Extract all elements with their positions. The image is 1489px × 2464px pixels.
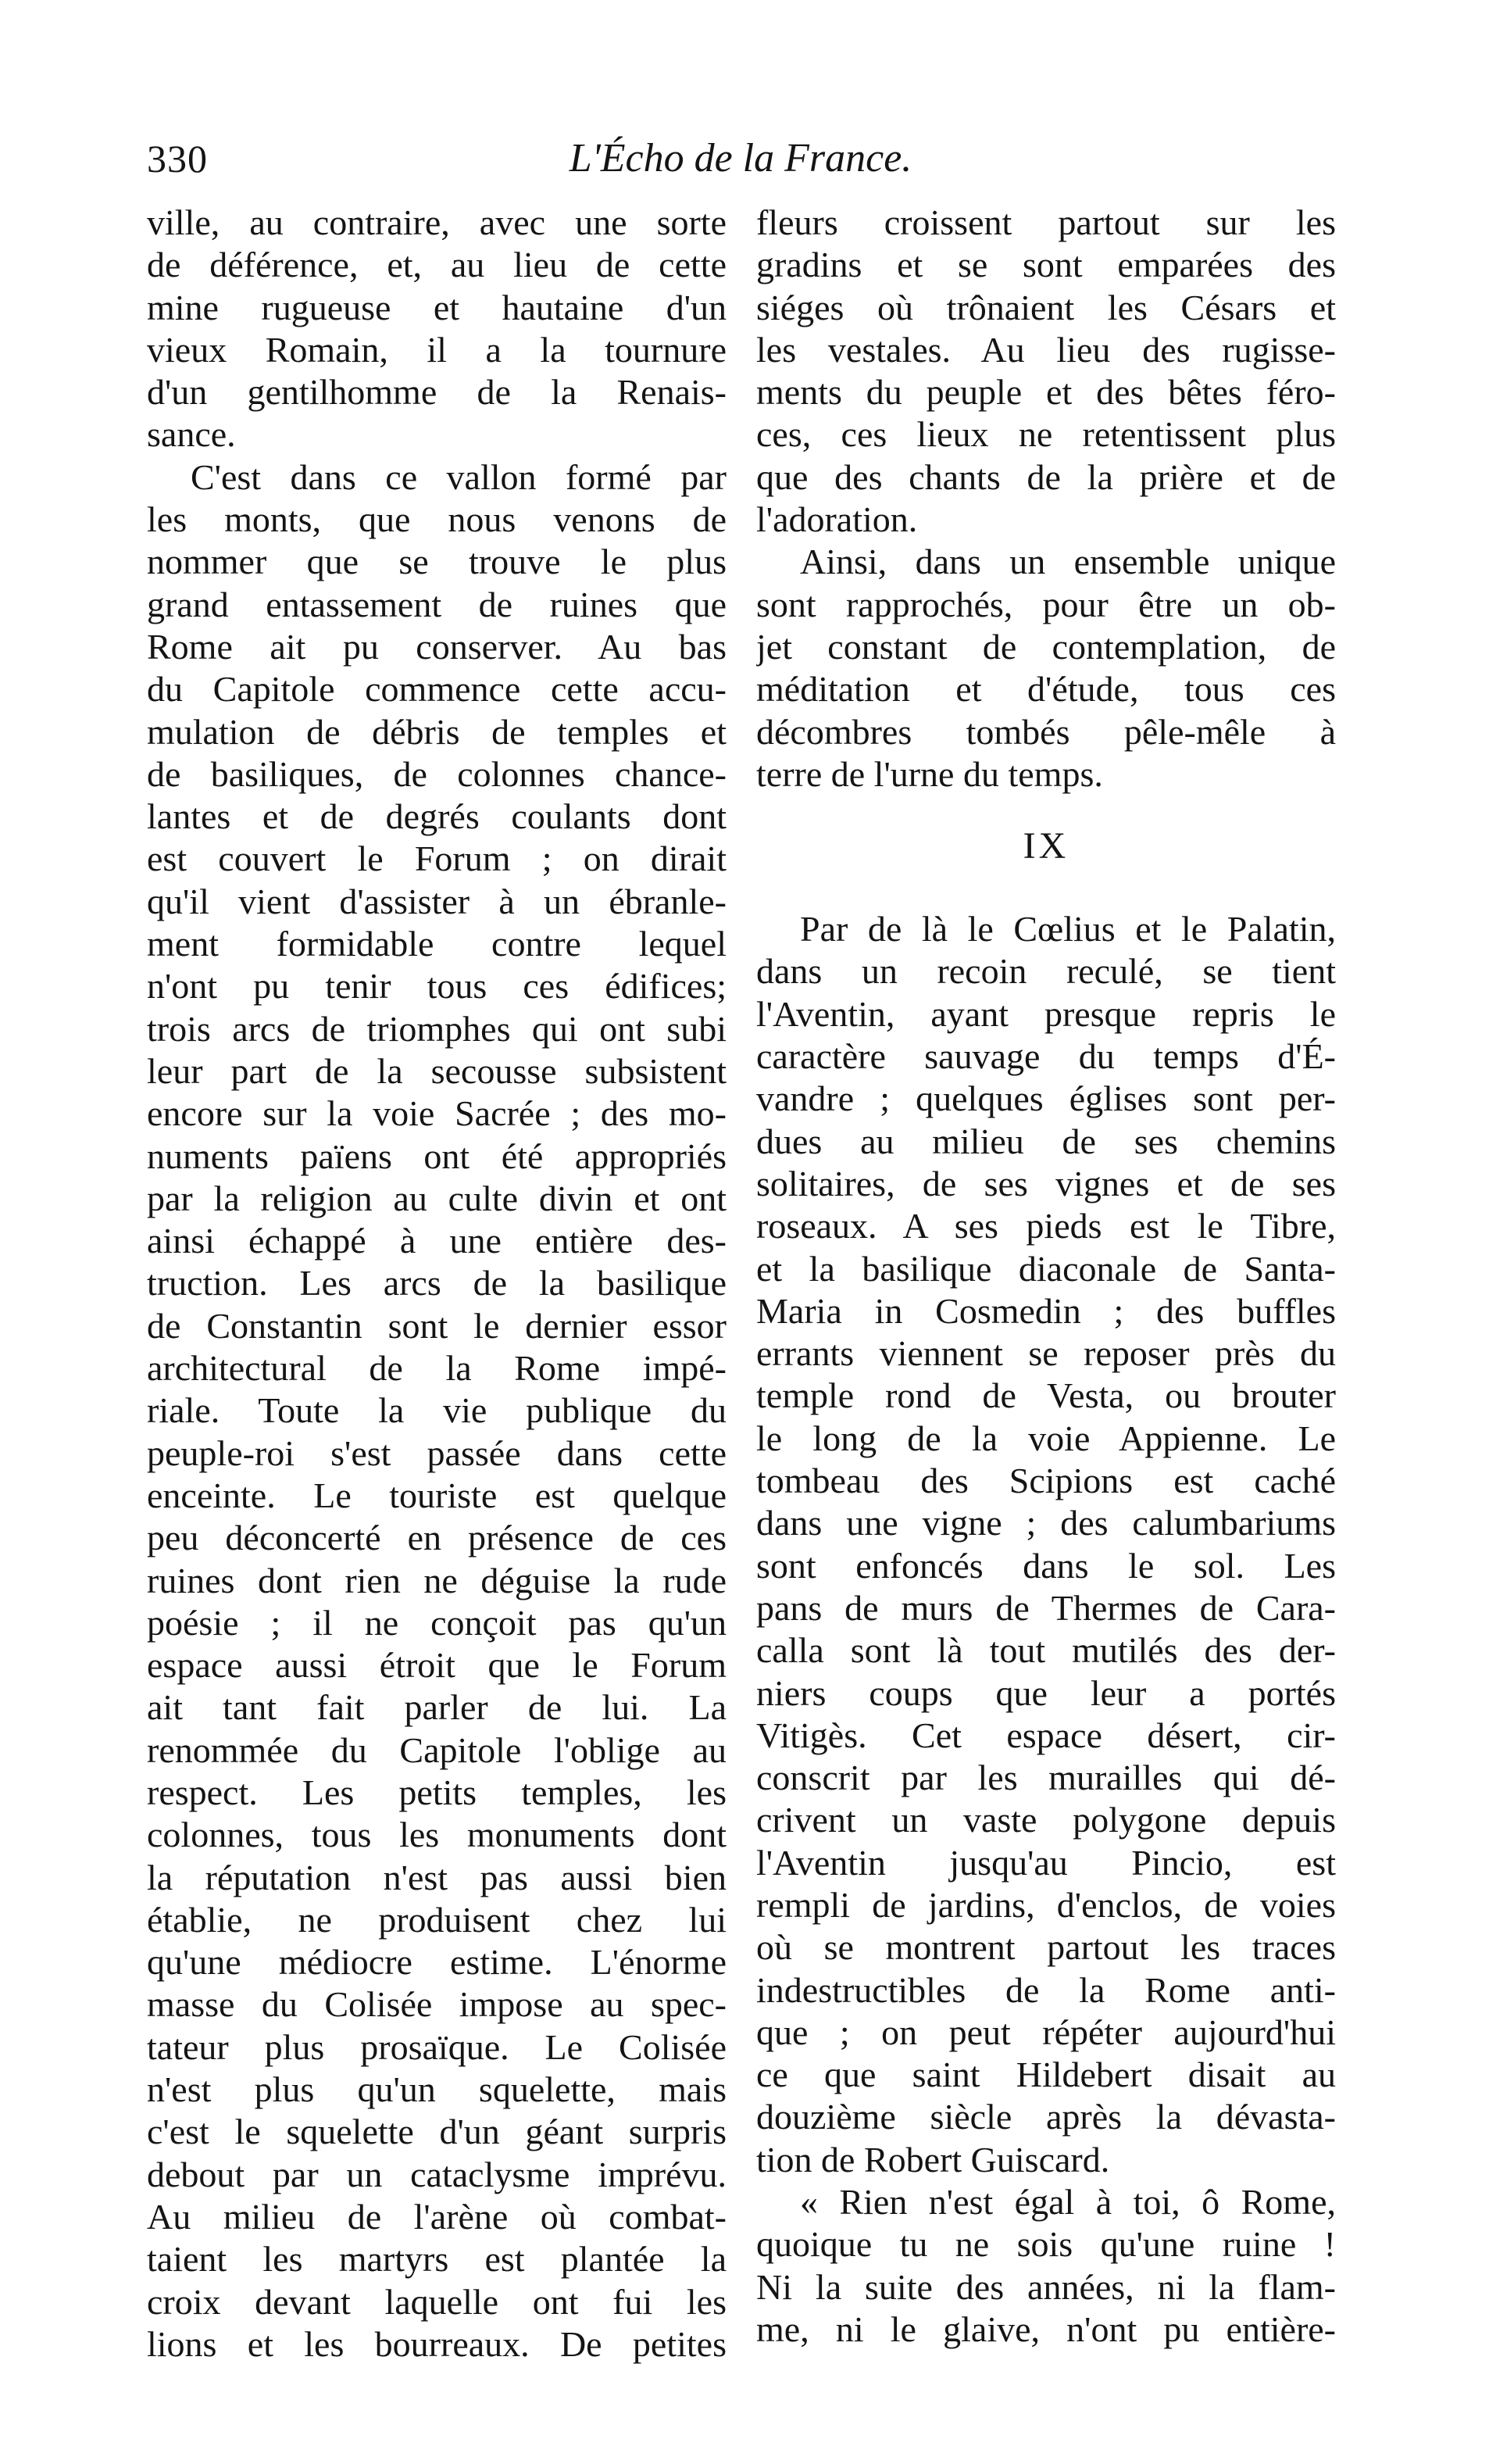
text-line: Ainsi, dans un ensemble unique (800, 542, 1336, 582)
text-line: lantes et de degrés coulants dont (147, 796, 727, 837)
text-line: décombres tombés pêle-mêle à (756, 711, 1336, 752)
text-line: truction. Les arcs de la basilique (147, 1263, 727, 1304)
text-line: ment formidable contre lequel (147, 924, 727, 964)
text-line: me, ni le glaive, n'ont pu entière- (756, 2308, 1336, 2349)
text-line: que ; on peut répéter aujourd'hui (756, 2012, 1336, 2052)
text-line: solitaires, de ses vignes et de ses (756, 1163, 1336, 1203)
text-line: Vitigès. Cet espace désert, cir- (756, 1715, 1336, 1755)
text-line: n'ont pu tenir tous ces édifices; (147, 966, 727, 1007)
text-line: tateur plus prosaïque. Le Colisée (147, 2026, 727, 2067)
text-line: mulation de débris de temples et (147, 711, 727, 752)
text-line: sance. (147, 414, 236, 455)
right-column-paragraphs-after-heading (756, 908, 1336, 2351)
text-line: de déférence, et, au lieu de cette (147, 245, 727, 285)
text-line: le long de la voie Appienne. Le (756, 1418, 1336, 1458)
text-line: espace aussi étroit que le Forum (147, 1645, 727, 1686)
text-line: errants viennent se reposer près du (756, 1333, 1336, 1374)
journal-title: L'Écho de la France. (569, 136, 912, 181)
text-line: méditation et d'étude, tous ces (756, 669, 1336, 710)
text-line: calla sont là tout mutilés des der- (756, 1630, 1336, 1671)
text-line: trois arcs de triomphes qui ont subi (147, 1008, 727, 1049)
text-line: ainsi échappé à une entière des- (147, 1221, 727, 1261)
text-line: croix devant laquelle ont fui les (147, 2281, 727, 2322)
text-line: peuple-roi s'est passée dans cette (147, 1432, 727, 1473)
text-line: Au milieu de l'arène où combat- (147, 2196, 727, 2237)
text-line: ruines dont rien ne déguise la rude (147, 1560, 727, 1600)
text-line: poésie ; il ne conçoit pas qu'un (147, 1602, 727, 1643)
text-line: grand entassement de ruines que (147, 584, 727, 624)
text-line: de Constantin sont le dernier essor (147, 1305, 727, 1346)
right-column-paragraphs-before-heading (756, 202, 1336, 796)
text-line: et la basilique diaconale de Santa- (756, 1248, 1336, 1289)
running-head (147, 131, 1334, 186)
text-line: établie, ne produisent chez lui (147, 1899, 727, 1940)
text-line: n'est plus qu'un squelette, mais (147, 2069, 727, 2110)
text-line: siéges où trônaient les Césars et (756, 287, 1336, 327)
text-line: riale. Toute la vie publique du (147, 1390, 727, 1431)
text-line: mine rugueuse et hautaine d'un (147, 287, 727, 327)
text-line: colonnes, tous les monuments dont (147, 1815, 727, 1855)
text-line: gradins et se sont emparées des (756, 245, 1336, 285)
text-line: ce que saint Hildebert disait au (756, 2055, 1336, 2095)
text-line: la réputation n'est pas aussi bien (147, 1857, 727, 1897)
text-line: niers coups que leur a portés (756, 1672, 1336, 1713)
text-line: encore sur la voie Sacrée ; des mo- (147, 1093, 727, 1134)
text-line: dues au milieu de ses chemins (756, 1121, 1336, 1161)
text-line: conscrit par les murailles qui dé- (756, 1758, 1336, 1798)
text-line: jet constant de contemplation, de (756, 626, 1336, 667)
text-line: vandre ; quelques églises sont per- (756, 1078, 1336, 1119)
text-line: où se montrent partout les traces (756, 1927, 1336, 1968)
text-line: ces, ces lieux ne retentissent plus (756, 414, 1336, 455)
page-number: 330 (147, 137, 208, 181)
left-text-column (147, 202, 727, 2366)
text-line: dans un recoin reculé, se tient (756, 951, 1336, 992)
text-line: vieux Romain, il a la tournure (147, 329, 727, 370)
text-line: caractère sauvage du temps d'É- (756, 1036, 1336, 1077)
text-line: Maria in Cosmedin ; des buffles (756, 1290, 1336, 1331)
text-line: pans de murs de Thermes de Cara- (756, 1587, 1336, 1628)
text-line: numents païens ont été appropriés (147, 1135, 727, 1176)
text-line: qu'une médiocre estime. L'énorme (147, 1942, 727, 1983)
text-line: respect. Les petits temples, les (147, 1772, 727, 1812)
section-heading: IX (1023, 825, 1069, 867)
text-line: d'un gentilhomme de la Renais- (147, 372, 727, 413)
text-line: temple rond de Vesta, ou brouter (756, 1375, 1336, 1416)
text-line: leur part de la secousse subsistent (147, 1050, 727, 1091)
text-line: roseaux. A ses pieds est le Tibre, (756, 1206, 1336, 1246)
text-line: terre de l'urne du temps. (756, 753, 1103, 794)
text-line: indestructibles de la Rome anti- (756, 1969, 1336, 2010)
text-line: c'est le squelette d'un géant surpris (147, 2112, 727, 2152)
text-line: crivent un vaste polygone depuis (756, 1800, 1336, 1840)
text-line: l'adoration. (756, 499, 918, 540)
text-line: de basiliques, de colonnes chance- (147, 753, 727, 794)
text-line: qu'il vient d'assister à un ébranle- (147, 881, 727, 921)
text-line: enceinte. Le touriste est quelque (147, 1475, 727, 1515)
text-line: les monts, que nous venons de (147, 499, 727, 540)
text-line: renommée du Capitole l'oblige au (147, 1729, 727, 1770)
text-line: douzième siècle après la dévasta- (756, 2097, 1336, 2137)
text-line: les vestales. Au lieu des rugisse- (756, 329, 1336, 370)
text-line: Ni la suite des années, ni la flam- (756, 2266, 1336, 2307)
text-line: masse du Colisée impose au spec- (147, 1984, 727, 2025)
text-line: que des chants de la prière et de (756, 456, 1336, 497)
text-line: debout par un cataclysme imprévu. (147, 2154, 727, 2194)
text-line: sont rapprochés, pour être un ob- (756, 584, 1336, 624)
right-text-column (756, 202, 1336, 2351)
text-line: l'Aventin, ayant presque repris le (756, 993, 1336, 1034)
text-line: par la religion au culte divin et ont (147, 1178, 727, 1218)
text-line: fleurs croissent partout sur les (756, 202, 1336, 242)
text-line: est couvert le Forum ; on dirait (147, 839, 727, 879)
text-line: C'est dans ce vallon formé par (191, 456, 727, 497)
text-line: lions et les bourreaux. De petites (147, 2323, 727, 2364)
text-line: quoique tu ne sois qu'une ruine ! (756, 2224, 1336, 2265)
text-line: du Capitole commence cette accu- (147, 669, 727, 710)
text-line: nommer que se trouve le plus (147, 542, 727, 582)
text-line: rempli de jardins, d'enclos, de voies (756, 1884, 1336, 1925)
text-line: peu déconcerté en présence de ces (147, 1518, 727, 1558)
text-line: dans une vigne ; des calumbariums (756, 1503, 1336, 1543)
text-line: ville, au contraire, avec une sorte (147, 202, 727, 242)
text-line: Rome ait pu conserver. Au bas (147, 626, 727, 667)
text-line: Par de là le Cœlius et le Palatin, (800, 909, 1336, 949)
text-line: « Rien n'est égal à toi, ô Rome, (800, 2182, 1336, 2223)
text-line: tion de Robert Guiscard. (756, 2139, 1110, 2180)
text-line: ments du peuple et des bêtes féro- (756, 372, 1336, 413)
text-line: sont enfoncés dans le sol. Les (756, 1545, 1336, 1586)
text-line: architectural de la Rome impé- (147, 1348, 727, 1389)
text-line: ait tant fait parler de lui. La (147, 1687, 727, 1728)
text-line: tombeau des Scipions est caché (756, 1461, 1336, 1501)
text-line: l'Aventin jusqu'au Pincio, est (756, 1842, 1336, 1883)
text-line: taient les martyrs est plantée la (147, 2239, 727, 2280)
